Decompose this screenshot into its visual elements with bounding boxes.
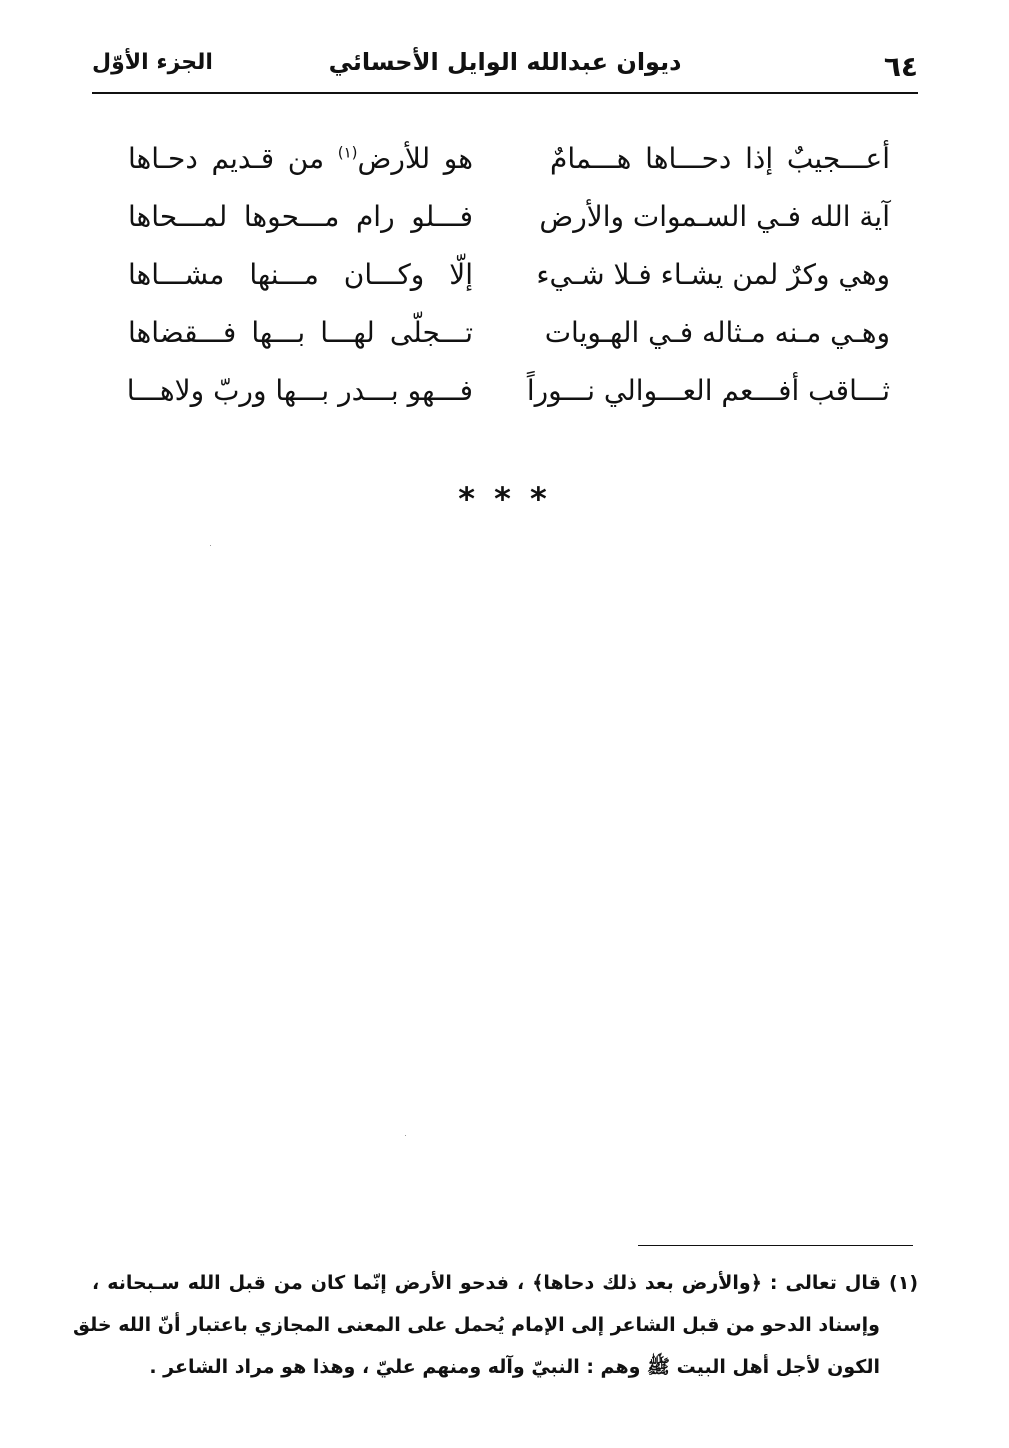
- verse-first-hemistich: ثـــاقب أفـــعم العـــوالي نـــوراً: [526, 374, 890, 407]
- footnotes: [73, 1262, 918, 1388]
- page-header: [92, 40, 918, 94]
- verse-second-hemistich: [128, 130, 473, 188]
- footnote-line: الكون لأجل أهل البيت ﷺ وهم : النبيّ وآله ومنهم عليّ ، وهذا هو مراد الشاعر .: [149, 1356, 880, 1378]
- book-title: ديوان عبدالله الوايل الأحسائي: [328, 48, 682, 76]
- footnote-line: (١) قال تعالى : ﴿والأرض بعد ذلك دحاها﴾ ، فدحو الأرض إنّما كان من قبل الله سـبحانه ،: [92, 1272, 918, 1294]
- scan-speck: [405, 1135, 406, 1136]
- verse-text: من قـديم دحـاها: [128, 142, 338, 175]
- verse: [120, 362, 890, 420]
- verse: [120, 304, 890, 362]
- footnote-divider: [638, 1245, 913, 1246]
- verse: [120, 246, 890, 304]
- verse-second-hemistich: إلّا وكـــان مـــنها مشـــاها: [128, 258, 473, 291]
- verse-second-hemistich: فـــهو بـــدر بـــها وربّ ولاهـــا: [126, 374, 473, 407]
- verse-first-hemistich: وهـي مـنه مـثاله فـي الهـويات: [544, 316, 890, 349]
- poem: [120, 130, 890, 420]
- verse-second-hemistich: تـــجلّى لهـــا بـــها فـــقضاها: [128, 316, 473, 349]
- footnote-reference: (١): [337, 143, 358, 162]
- page-number: ٦٤: [883, 50, 918, 83]
- verse: [120, 130, 890, 188]
- section-separator: * * *: [458, 480, 551, 518]
- footnote-line: وإسناد الدحو من قبل الشاعر إلى الإمام يُحمل على المعنى المجازي باعتبار أنّ الله خلق: [73, 1314, 880, 1336]
- verse-first-hemistich: أعـــجيبٌ إذا دحـــاها هـــمامٌ: [550, 142, 890, 175]
- verse-first-hemistich: آية الله فـي السـموات والأرض: [539, 200, 890, 233]
- volume-part: الجزء الأوّل: [92, 50, 213, 75]
- verse-first-hemistich: وهي وكرٌ لمن يشـاء فـلا شـيء: [536, 258, 890, 291]
- scan-speck: [210, 545, 211, 546]
- verse: [120, 188, 890, 246]
- verse-text: هو للأرض: [357, 142, 473, 175]
- verse-second-hemistich: فـــلو رام مـــحوها لمـــحاها: [128, 200, 473, 233]
